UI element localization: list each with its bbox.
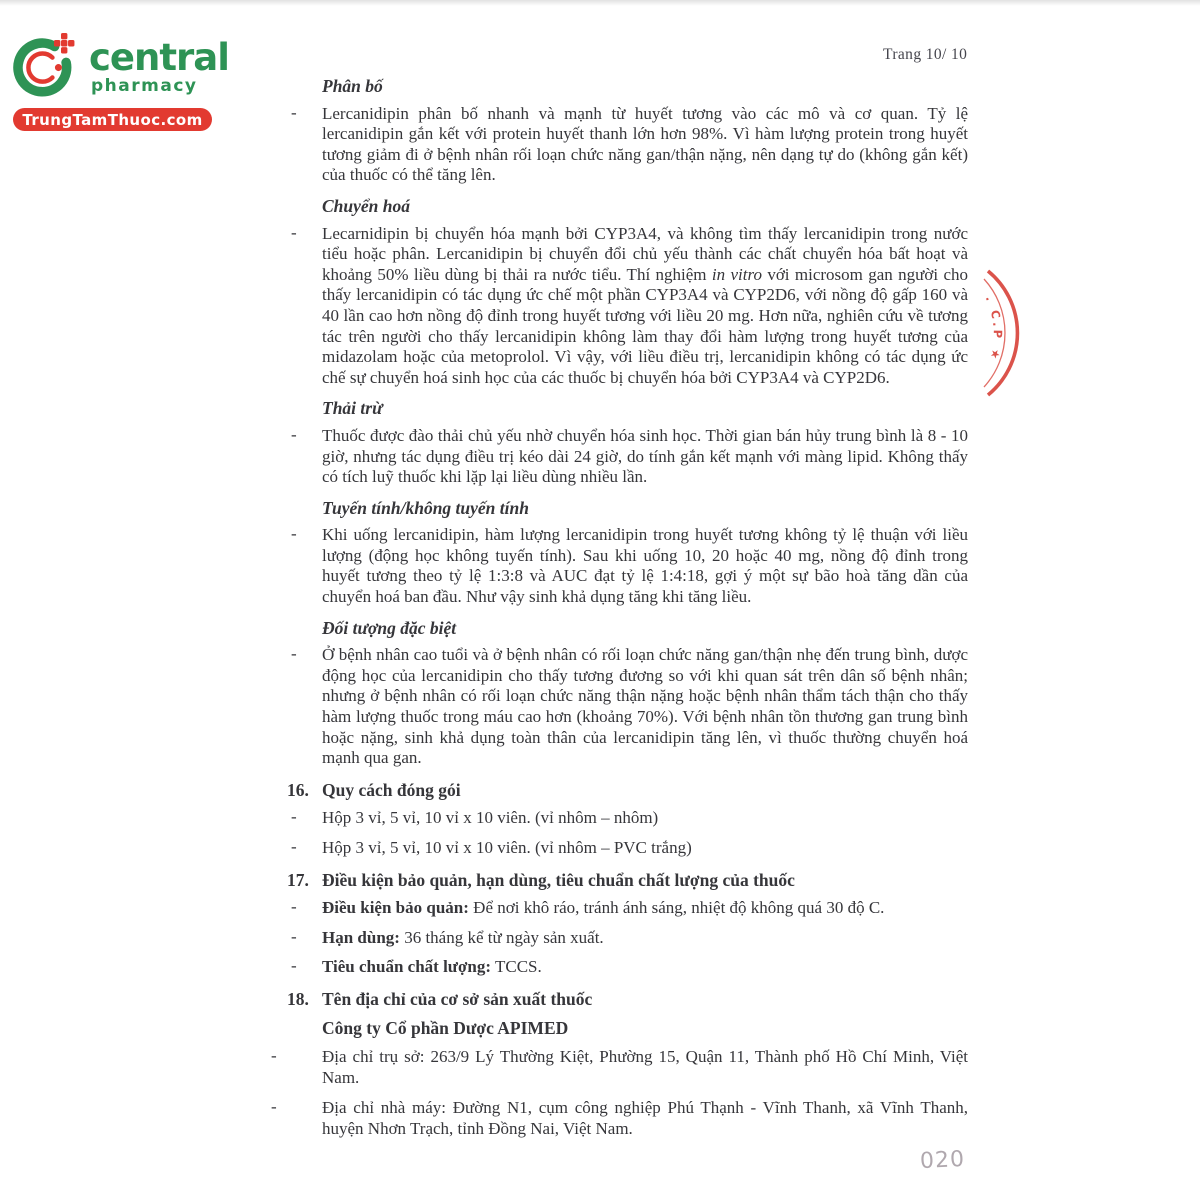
- bullet-dash: -: [291, 524, 297, 544]
- section-number: 17.: [287, 869, 309, 890]
- logo-brand-text: central: [89, 36, 229, 79]
- bullet-dash: -: [271, 1046, 277, 1066]
- bullet-dash: -: [291, 102, 297, 122]
- bullet-dash: -: [291, 837, 297, 856]
- text-segment: Khi uống lercanidipin, hàm lượng lercanidipin trong huyết tương không tỷ lệ thuận với liều lượng (động học không tuyến tính). Sau khi uống 10, 20 hoặc 40 mg, nồng độ đỉnh trong huyết tương theo tỷ lệ 1:3:8 và AUC đạt tỷ lệ 1:4:18, gợi ý một sự bão hoà tăng dần của chuyển hoá ban đầu. Như vậy sinh khả dụng tăng khi tăng liều.: [322, 525, 968, 607]
- bullet-item: [291, 102, 968, 186]
- svg-text:. C.P ★: . C.P ★: [982, 293, 1005, 364]
- scan-edge-shadow: [0, 0, 1200, 6]
- bullet-dash: -: [291, 424, 297, 444]
- section-heading: Thải trừ: [322, 398, 383, 419]
- bullet-item: [271, 1097, 968, 1139]
- document-body: [271, 76, 968, 1150]
- section-heading: Phân bố: [322, 76, 383, 96]
- round-stamp-fragment: [977, 269, 1033, 399]
- text-segment: Điều kiện bảo quản:: [322, 898, 469, 918]
- section-number: 18.: [287, 988, 309, 1009]
- text-segment: Để nơi khô ráo, tránh ánh sáng, nhiệt độ không quá 30 độ C.: [468, 898, 885, 918]
- bullet-dash: -: [291, 222, 297, 242]
- section-title: Quy cách đóng gói: [322, 779, 461, 800]
- bullet-item: [271, 1046, 968, 1088]
- bullet-dash: -: [291, 926, 297, 946]
- text-segment: với microsom gan người cho thấy lercanidipin có tác dụng ức chế một phần CYP3A4 và CYP2D6, với nồng độ gấp 160 và 40 lần cao hơn nồng độ đỉnh trong huyết tương với liều 20 mg. Hơn nữa, nghiên cứu về tương tác trên người cho thấy lercanidipin không làm thay đổi hàm lượng trong huyết tương của midazolam hoặc của metoprolol. Vì vậy, với liều điều trị, lercanidipin không có tác dụng ức chế sự chuyển hoá sinh học của các thuốc bị chuyển hóa bởi CYP3A4 và CYP2D6.: [322, 264, 968, 387]
- bullet-item: [291, 956, 968, 978]
- section-title: Tên địa chỉ của cơ sở sản xuất thuốc: [322, 988, 593, 1009]
- bullet-item: [291, 837, 968, 859]
- section-heading: Chuyển hoá: [322, 195, 411, 216]
- section-heading: Tuyến tính/không tuyến tính: [322, 497, 529, 518]
- bullet-item: [291, 424, 968, 488]
- text-segment: Thuốc được đào thải chủ yếu nhờ chuyển hóa sinh học. Thời gian bán hủy trung bình là 8 - 10 giờ, nhưng tác dụng điều trị kéo dài 24 giờ, do tính gắn kết mạnh với màng lipid. Không thấy có tích luỹ thuốc khi lặp lại liều dùng nhiều lần.: [322, 425, 968, 487]
- section-title: Điều kiện bảo quản, hạn dùng, tiêu chuẩn chất lượng của thuốc: [322, 869, 795, 890]
- bullet-item: [291, 926, 968, 949]
- text-segment: in vitro: [711, 264, 762, 284]
- central-pharmacy-logo: [13, 33, 228, 131]
- section-number: 16.: [287, 779, 309, 800]
- bullet-item: [291, 524, 968, 607]
- text-segment: TCCS.: [491, 957, 542, 977]
- bullet-dash: -: [291, 956, 297, 976]
- handwritten-scan-number: 020: [919, 1146, 966, 1175]
- text-segment: Địa chỉ trụ sở: 263/9 Lý Thường Kiệt, Phường 15, Quận 11, Thành phố Hồ Chí Minh, Việt Nam.: [322, 1047, 968, 1087]
- numbered-section-heading: [287, 779, 968, 801]
- bullet-dash: -: [291, 807, 297, 827]
- text-segment: Tiêu chuẩn chất lượng:: [322, 957, 492, 977]
- bullet-item: [291, 222, 968, 389]
- bullet-dash: -: [291, 897, 297, 917]
- text-segment: 36 tháng kể từ ngày sản xuất.: [399, 927, 604, 947]
- bullet-item: [291, 644, 968, 769]
- bullet-dash: -: [291, 644, 297, 664]
- logo-site-badge: TrungTamThuoc.com: [13, 108, 212, 131]
- text-segment: Ở bệnh nhân cao tuổi và ở bệnh nhân có rối loạn chức năng gan/thận nhẹ đến trung bình, dược động học của lercanidipin cho thấy tương đương so với khi quan sát trên dân số bệnh nhân; nhưng ở bệnh nhân có rối loạn chức năng thận nặng hoặc bệnh nhân thẩm tách thận cho thấy hàm lượng thuốc trong máu cao hơn (khoảng 70%). Với bệnh nhân tồn thương gan trung bình hoặc nặng, sinh khả dụng toàn thân của lercanidipin tăng lên, vì thuốc thường chuyển hoá mạnh qua gan.: [322, 645, 968, 768]
- text-segment: Địa chỉ nhà máy: Đường N1, cụm công nghiệp Phú Thạnh - Vĩnh Thanh, xã Vĩnh Thanh, huyện Nhơn Trạch, tỉnh Đồng Nai, Việt Nam.: [322, 1098, 968, 1138]
- numbered-section-heading: [287, 869, 968, 891]
- section-heading: Đối tượng đặc biệt: [322, 617, 457, 638]
- numbered-section-heading: [287, 988, 968, 1010]
- c-plus-logo-icon: [13, 33, 77, 97]
- page-number-label: Trang 10/ 10: [883, 46, 968, 63]
- text-segment: Hạn dùng:: [322, 927, 400, 947]
- logo-subbrand-text: pharmacy: [91, 76, 198, 96]
- text-segment: Lercanidipin phân bố nhanh và mạnh từ huyết tương vào các mô và cơ quan. Tỷ lệ lercanidipin gắn kết với protein huyết thanh lớn hơn 98%. Vì hàm lượng protein trong huyết tương giảm đi ở bệnh nhân rối loạn chức năng gan/thận nặng, nên dạng tự do (không gắn kết) của thuốc có thể tăng lên.: [322, 103, 968, 185]
- bullet-item: [291, 897, 968, 919]
- text-segment: Lecarnidipin bị chuyển hóa mạnh bởi CYP3A4, và không tìm thấy lercanidipin trong nước tiểu hoặc phân. Lercanidipin bị chuyển đổi chủ yếu thành các chất chuyển hóa bất hoạt và khoảng 50% liều dùng bị thải ra nước tiểu. Thí nghiệm: [322, 223, 968, 284]
- text-segment: Hộp 3 vỉ, 5 vỉ, 10 vỉ x 10 viên. (vỉ nhôm – PVC trắng): [322, 838, 692, 857]
- bullet-item: [291, 807, 968, 829]
- company-name: Công ty Cổ phần Dược APIMED: [322, 1017, 569, 1038]
- text-segment: Hộp 3 vỉ, 5 vỉ, 10 vỉ x 10 viên. (vỉ nhôm – nhôm): [322, 808, 659, 828]
- bullet-dash: -: [271, 1097, 277, 1117]
